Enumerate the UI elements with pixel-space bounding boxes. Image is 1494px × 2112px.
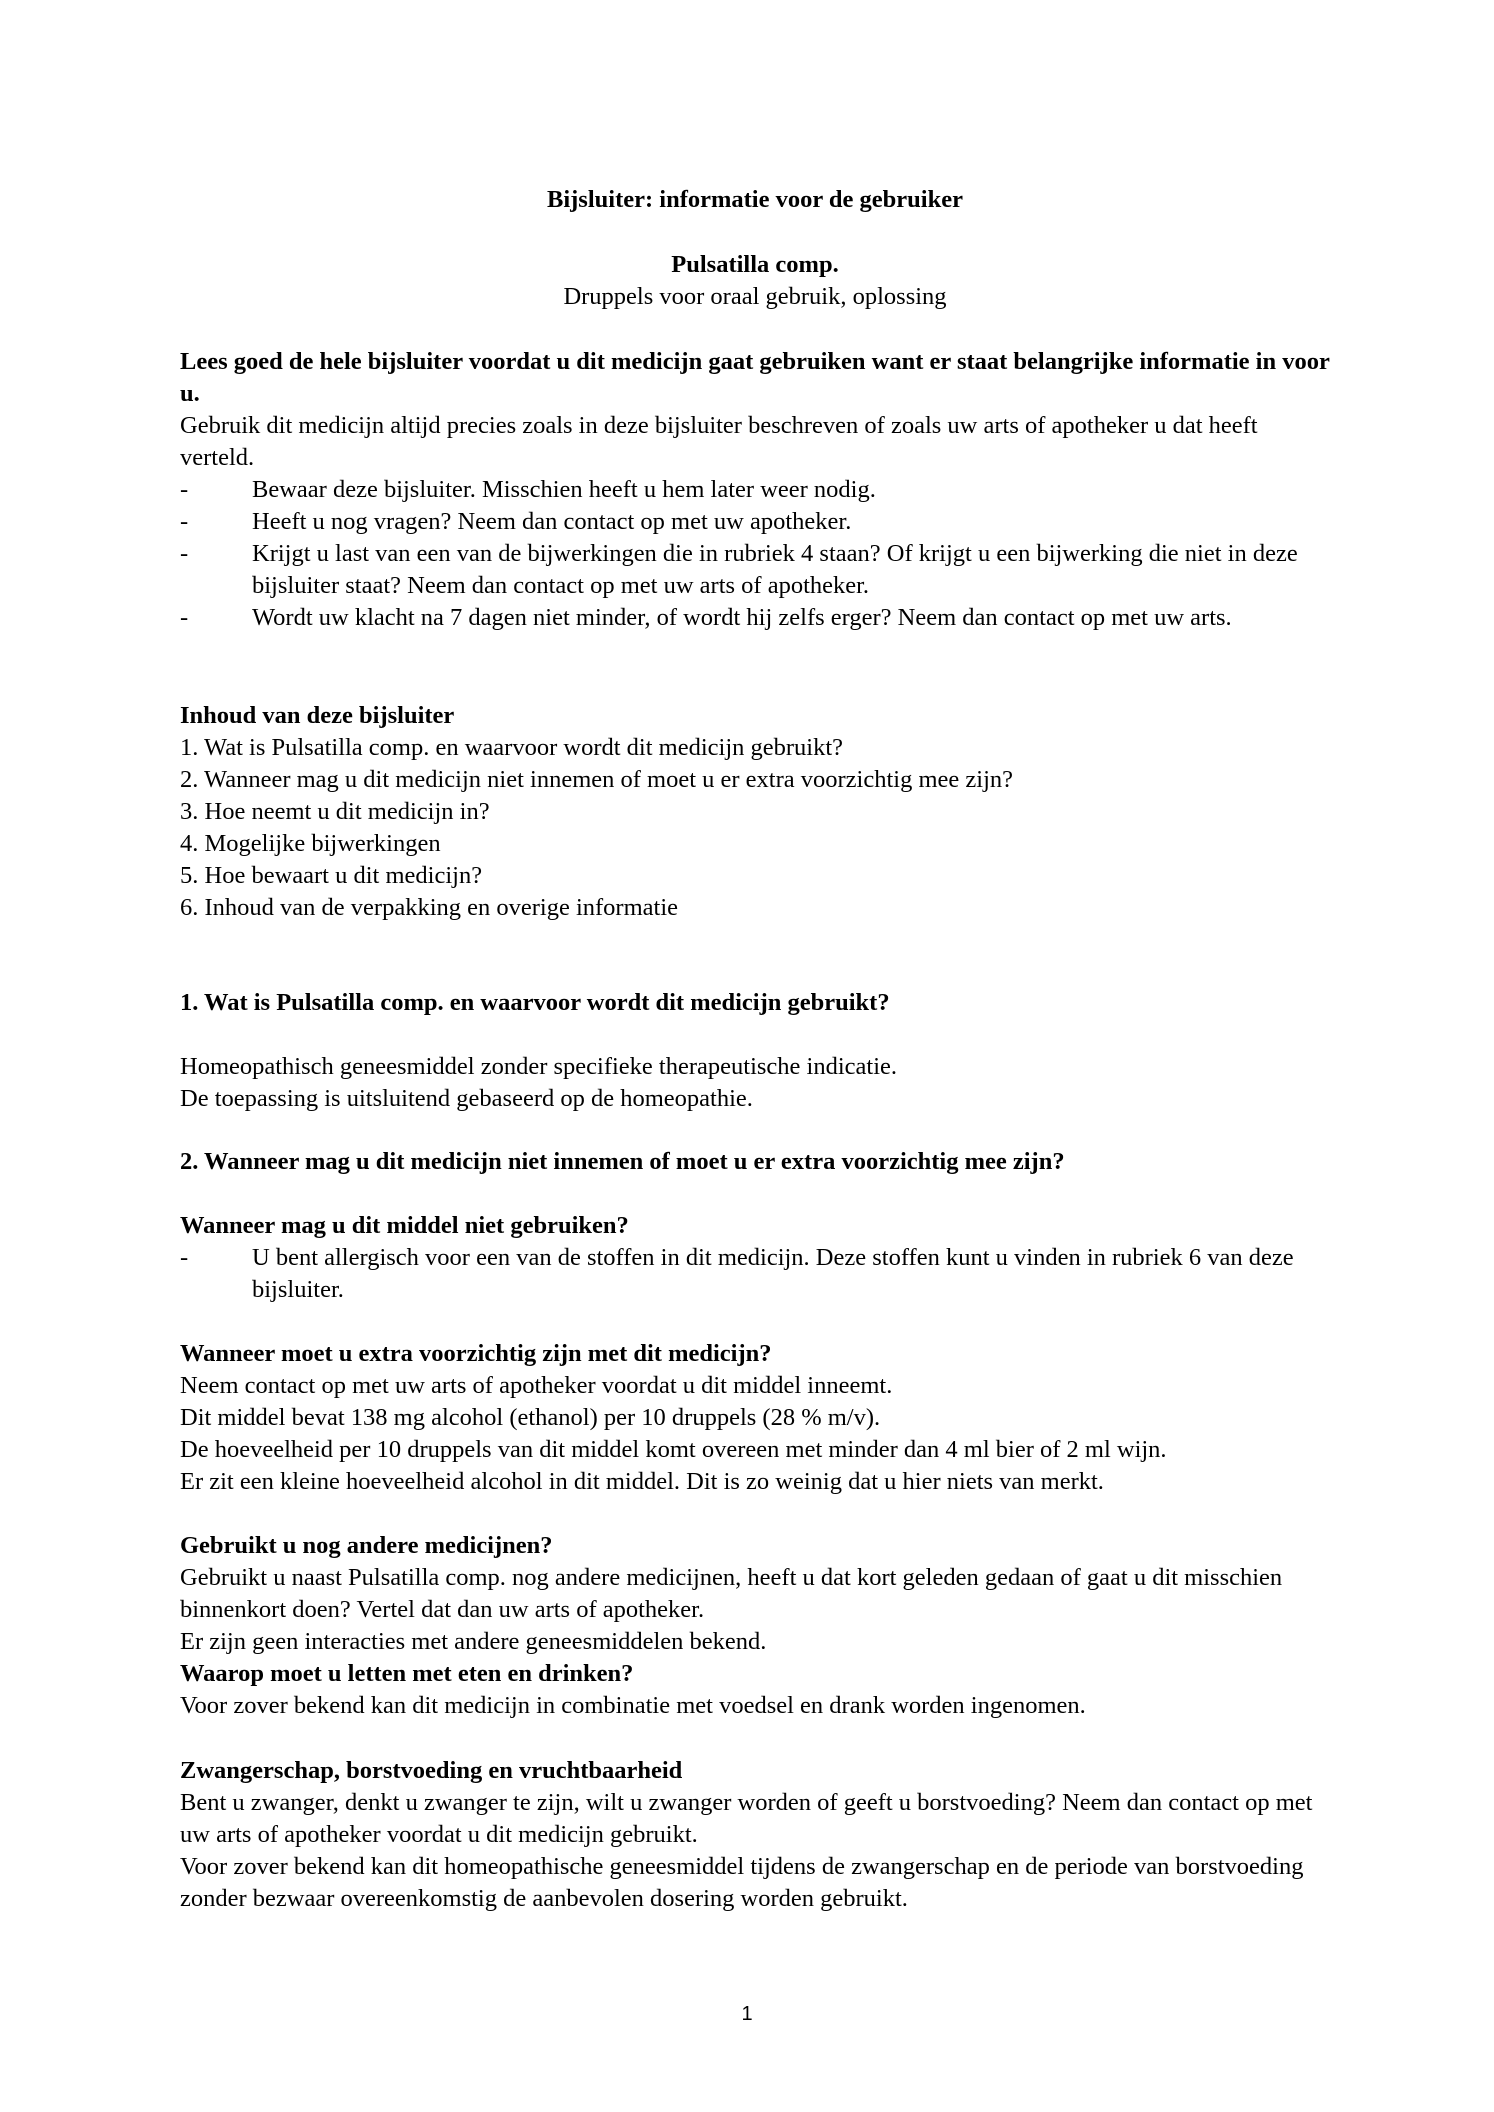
intro-section [180,346,1330,634]
contents-item: 6. Inhoud van de verpakking en overige informatie [180,894,679,921]
subsection-food-drink: Waarop moet u letten met eten en drinken? Voor zover bekend kan dit medicijn in combinatie met voedsel en drank worden ingenomen. [180,1658,1330,1722]
intro-text: Gebruik dit medicijn altijd precies zoals in deze bijsluiter beschreven of zoals uw arts of apotheker u dat heeft verteld. [180,412,1258,471]
contents-item: 2. Wanneer mag u dit medicijn niet innemen of moet u er extra voorzichtig mee zijn? [180,766,1014,793]
product-name: Pulsatilla comp. [671,251,839,278]
list-item: - Bewaar deze bijsluiter. Misschien heeft u hem later weer nodig. [180,474,1330,506]
section-1-body: Homeopathisch geneesmiddel zonder specifieke therapeutische indicatie. De toepassing is uitsluitend gebaseerd op de homeopathie. [180,1053,898,1112]
subsection-contraindications [180,1210,1330,1306]
list-item: - Krijgt u last van een van de bijwerkingen die in rubriek 4 staan? Of krijgt u een bijwerking die niet in deze bijsluiter staat? Neem dan contact op met uw arts of apotheker. [180,538,1330,602]
subsection-other-medicines: Gebruikt u nog andere medicijnen? Gebruikt u naast Pulsatilla comp. nog andere medicijnen, heeft u dat kort geleden gedaan of gaat u dit misschien binnenkort doen? Vertel dat dan uw arts of apotheker. Er zijn geen interacties met andere geneesmiddelen bekend. [180,1530,1330,1658]
subsection-heading: Wanneer mag u dit middel niet gebruiken? [180,1212,629,1239]
dash-marker: - [180,604,189,631]
contents-heading: Inhoud van deze bijsluiter [180,702,455,729]
contents-item: 4. Mogelijke bijwerkingen [180,830,441,857]
contents-section [180,700,1330,924]
page-number: 1 [741,2003,753,2025]
subsection-heading: Zwangerschap, borstvoeding en vruchtbaarheid [180,1757,683,1784]
subsection-heading: Gebruikt u nog andere medicijnen? [180,1532,553,1559]
contents-item: 3. Hoe neemt u dit medicijn in? [180,798,490,825]
list-item: - Heeft u nog vragen? Neem dan contact op met uw apotheker. [180,506,1330,538]
dash-marker: - [180,1244,189,1271]
dash-marker: - [180,540,189,567]
contents-item: 5. Hoe bewaart u dit medicijn? [180,862,483,889]
contents-item: 1. Wat is Pulsatilla comp. en waarvoor wordt dit medicijn gebruikt? [180,734,844,761]
section-2-heading: 2. Wanneer mag u dit medicijn niet innemen of moet u er extra voorzichtig mee zijn? [180,1148,1065,1175]
subsection-precautions: Wanneer moet u extra voorzichtig zijn met dit medicijn? Neem contact op met uw arts of apotheker voordat u dit middel inneemt. Dit middel bevat 138 mg alcohol (ethanol) per 10 druppels (28 % m/v). De hoeveelheid per 10 druppels van dit middel komt overeen met minder dan 4 ml bier of 2 ml wijn. Er zit een kleine hoeveelheid alcohol in dit middel. Dit is zo weinig dat u hier niets van merkt. [180,1338,1330,1498]
list-item: - Wordt uw klacht na 7 dagen niet minder, of wordt hij zelfs erger? Neem dan contact op met uw arts. [180,602,1330,634]
subsection-heading: Wanneer moet u extra voorzichtig zijn met dit medicijn? [180,1340,772,1367]
list-item: - U bent allergisch voor een van de stoffen in dit medicijn. Deze stoffen kunt u vinden in rubriek 6 van deze bijsluiter. [180,1242,1330,1306]
intro-warning: Lees goed de hele bijsluiter voordat u dit medicijn gaat gebruiken want er staat belangrijke informatie in voor u. [180,348,1330,407]
product-form: Druppels voor oraal gebruik, oplossing [563,283,947,310]
dash-marker: - [180,476,189,503]
dash-marker: - [180,508,189,535]
subsection-heading: Waarop moet u letten met eten en drinken? [180,1660,634,1687]
subsection-pregnancy: Zwangerschap, borstvoeding en vruchtbaarheid Bent u zwanger, denkt u zwanger te zijn, wilt u zwanger worden of geeft u borstvoeding? Neem dan contact op met uw arts of apotheker voordat u dit medicijn gebruikt. Voor zover bekend kan dit homeopathische geneesmiddel tijdens de zwangerschap en de periode van borstvoeding zonder bezwaar overeenkomstig de aanbevolen dosering worden gebruikt. [180,1755,1330,1915]
document-title: Bijsluiter: informatie voor de gebruiker [547,186,963,213]
section-1-heading: 1. Wat is Pulsatilla comp. en waarvoor wordt dit medicijn gebruikt? [180,989,890,1016]
